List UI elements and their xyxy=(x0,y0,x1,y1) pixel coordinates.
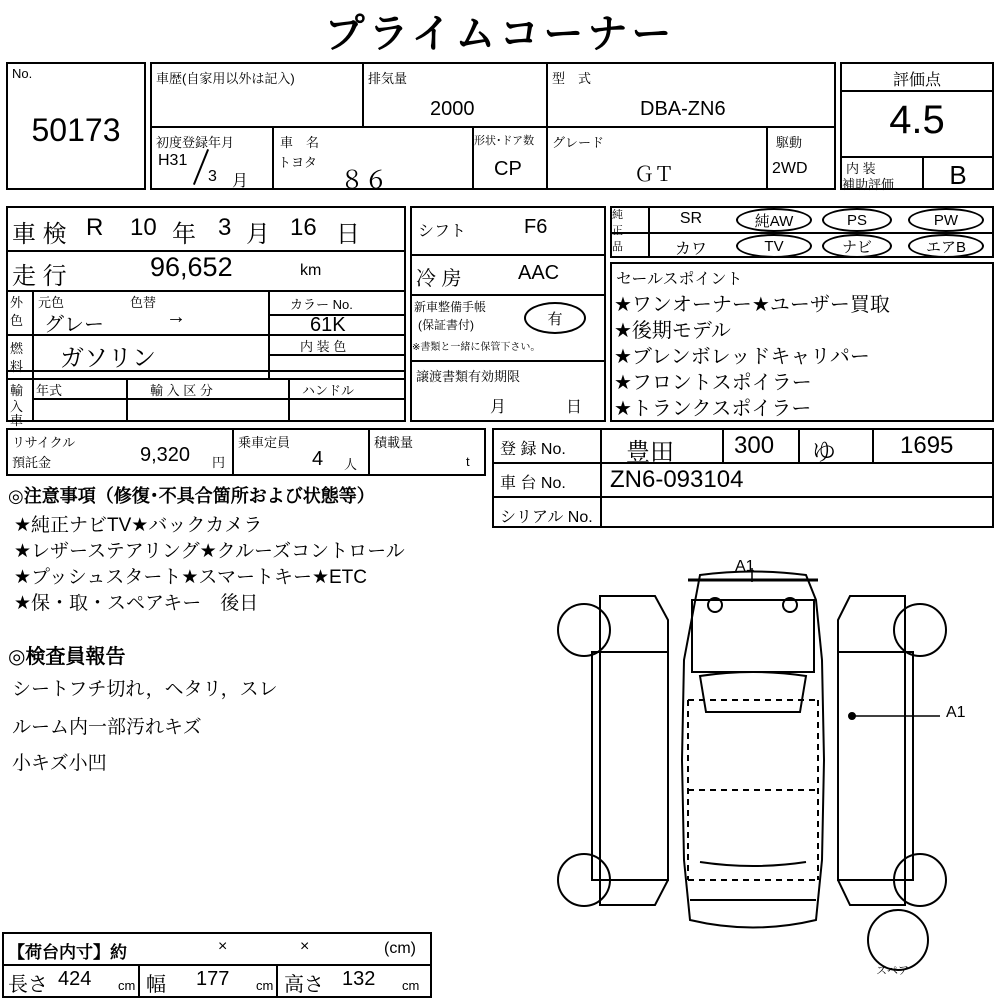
inspection-month-unit: 月 xyxy=(246,221,270,248)
reg-class: 300 xyxy=(734,432,775,459)
base-color-value: グレー xyxy=(44,314,104,336)
notes-line-1: ★レザーステアリング★クルーズコントロール xyxy=(14,541,405,562)
maintenance-note: ※書類と一緒に保管下さい。 xyxy=(412,342,541,353)
drive-label: 駆動 xyxy=(776,135,803,150)
bed-mult-1: × xyxy=(218,938,228,955)
bed-height-value: 132 xyxy=(342,968,376,990)
bed-width-label: 幅 xyxy=(146,974,166,996)
inspector-line-1: ルーム内一部汚れキズ xyxy=(12,717,202,738)
recycle-value: 9,320 xyxy=(140,444,191,466)
outer-color-label-1: 外 xyxy=(10,295,24,310)
import-label-3: 車 xyxy=(10,413,24,428)
inspection-year-unit: 年 xyxy=(172,221,196,248)
first-reg-label: 初度登録年月 xyxy=(156,135,235,150)
sales-point-item-4: ★トランクスポイラー xyxy=(614,398,812,420)
equipment-label-1: 純 xyxy=(612,209,623,221)
reg-no-label: 登 録 No. xyxy=(500,441,566,458)
maintenance-value: 有 xyxy=(524,302,586,334)
fuel-label-1: 燃 xyxy=(10,341,24,356)
inspection-day: 16 xyxy=(290,214,317,241)
bed-height-unit: cm xyxy=(402,978,420,993)
equipment-label-2: 正 xyxy=(612,225,623,237)
sales-point-item-1: ★後期モデル xyxy=(614,320,731,342)
import-label-1: 輸 xyxy=(10,383,24,398)
fuel-label-2: 料 xyxy=(10,359,24,374)
sales-point-item-2: ★ブレンボレッドキャリパー xyxy=(614,346,870,368)
import-year-label: 年式 xyxy=(36,383,63,398)
seats-label: 乗車定員 xyxy=(238,435,291,450)
body-doors-label: 形状･ドア数 xyxy=(474,135,535,147)
interior-grade-label-2: 補助評価 xyxy=(842,177,895,192)
lot-no-value: 50173 xyxy=(31,112,121,148)
equipment-item-ps: PS xyxy=(822,208,892,232)
model-code-label: 型 式 xyxy=(552,71,592,86)
drive-value: 2WD xyxy=(772,160,808,177)
interior-grade-label-1: 内 装 xyxy=(846,161,876,176)
bed-mult-2: × xyxy=(300,938,310,955)
inspector-heading: ◎検査員報告 xyxy=(8,646,126,668)
page-title: プライムコーナー xyxy=(324,12,676,56)
displacement-label: 排気量 xyxy=(368,71,408,86)
bed-length-label: 長さ xyxy=(8,974,48,996)
grade-value: ＧＴ xyxy=(634,164,674,186)
recycle-unit: 円 xyxy=(212,455,226,470)
bed-vline-1 xyxy=(138,964,140,998)
shift-value: F6 xyxy=(524,216,548,238)
import-handle-label: ハンドル xyxy=(302,383,355,398)
inspection-year: 10 xyxy=(130,214,157,241)
seats-unit: 人 xyxy=(344,457,358,472)
equipment-item-navi: ナビ xyxy=(822,234,892,258)
grade-score-label: 評価点 xyxy=(892,72,941,89)
equipment-item-aw: 純AW xyxy=(736,208,812,232)
recycle-label-1: リサイクル xyxy=(12,435,76,450)
load-label: 積載量 xyxy=(374,435,414,450)
inspection-day-unit: 日 xyxy=(336,221,360,248)
car-name-label: 車 名 xyxy=(280,135,320,150)
reg-number: 1695 xyxy=(900,432,954,459)
first-reg-month-unit: 月 xyxy=(232,173,249,190)
notes-line-2: ★プッシュスタート★スマートキー★ETC xyxy=(14,567,368,588)
fuel-value: ガソリン xyxy=(60,345,156,372)
chassis-value: ZN6-093104 xyxy=(610,466,744,493)
equipment-item-kawa: カワ xyxy=(674,241,707,258)
bed-width-value: 177 xyxy=(196,968,230,990)
sales-point-label: セールスポイント xyxy=(616,271,743,288)
serial-label: シリアル No. xyxy=(500,509,593,526)
import-label-2: 入 xyxy=(10,399,24,414)
history-label: 車歴(自家用以外は記入) xyxy=(156,71,295,86)
notes-heading: ◎注意事項（修復･不具合箇所および状態等） xyxy=(8,486,375,506)
body-doors-value: CP xyxy=(494,158,522,180)
equipment-item-airbag: エアB xyxy=(908,234,984,258)
maker-name: トヨタ xyxy=(278,155,318,170)
displacement-value: 2000 xyxy=(430,98,475,120)
spare-label: スペア xyxy=(876,965,909,977)
first-reg-month: 3 xyxy=(208,168,217,185)
bed-heading: 【荷台内寸】約 xyxy=(8,943,127,962)
import-division-label: 輸 入 区 分 xyxy=(150,383,213,398)
transfer-month-unit: 月 xyxy=(490,399,507,416)
grade-label: グレード xyxy=(552,135,605,150)
aircon-label: 冷 房 xyxy=(416,268,462,290)
bed-length-unit: cm xyxy=(118,978,136,993)
bed-hline xyxy=(2,964,432,966)
inspection-label: 車 検 xyxy=(12,221,67,248)
chassis-label: 車 台 No. xyxy=(500,475,566,492)
diagram-marker-right: A1 xyxy=(946,704,966,721)
color-change-label: 色替 xyxy=(130,295,157,310)
transfer-label: 譲渡書類有効期限 xyxy=(416,369,521,384)
equipment-item-tv: TV xyxy=(736,234,812,258)
reg-place: 豊田 xyxy=(626,439,674,466)
maintenance-label-1: 新車整備手帳 xyxy=(414,300,487,314)
mileage-label: 走 行 xyxy=(12,263,67,290)
first-reg-year: H31 xyxy=(158,152,188,169)
car-name-value: ８６ xyxy=(340,167,388,194)
diagram-marker-top: A1 xyxy=(735,558,755,575)
shift-label: シフト xyxy=(418,223,467,240)
seats-value: 4 xyxy=(312,448,324,470)
equipment-label-3: 品 xyxy=(612,241,623,253)
maintenance-label-2: (保証書付) xyxy=(418,318,474,332)
transfer-day-unit: 日 xyxy=(566,399,583,416)
model-code-value: DBA-ZN6 xyxy=(640,98,726,120)
interior-grade-value: B xyxy=(949,160,967,190)
inspection-era: R xyxy=(86,214,104,241)
outer-color-label-2: 色 xyxy=(10,313,24,328)
reg-kana: ゆ xyxy=(812,439,836,466)
inspector-line-2: 小キズ小凹 xyxy=(12,753,107,774)
inspector-line-0: シートフチ切れ，ヘタリ，スレ xyxy=(12,679,278,700)
equipment-item-pw: PW xyxy=(908,208,984,232)
interior-color-label: 内 装 色 xyxy=(300,339,347,354)
color-arrow: → xyxy=(166,306,186,328)
bed-unit-label: (cm) xyxy=(384,940,416,957)
bed-height-label: 高さ xyxy=(284,974,324,996)
sales-point-item-3: ★フロントスポイラー xyxy=(614,372,812,394)
color-no-label: カラー No. xyxy=(290,297,353,312)
mileage-value: 96,652 xyxy=(150,252,233,282)
base-color-label: 元色 xyxy=(38,295,65,310)
inspection-month: 3 xyxy=(218,214,232,241)
recycle-label-2: 預託金 xyxy=(12,455,52,470)
equipment-item-sr: SR xyxy=(679,210,703,227)
bed-vline-2 xyxy=(276,964,278,998)
sales-point-item-0: ★ワンオーナー★ユーザー買取 xyxy=(614,294,890,316)
color-no-value: 61K xyxy=(310,314,346,336)
notes-line-3: ★保・取・スペアキー 後日 xyxy=(14,593,259,614)
bed-length-value: 424 xyxy=(58,968,92,990)
bed-width-unit: cm xyxy=(256,978,274,993)
grade-score-value: 4.5 xyxy=(889,98,945,142)
load-unit: t xyxy=(466,454,470,469)
mileage-unit: km xyxy=(300,262,322,279)
notes-line-0: ★純正ナビTV★バックカメラ xyxy=(14,515,263,536)
aircon-value: AAC xyxy=(518,262,560,284)
lot-no-label: No. xyxy=(12,66,33,81)
